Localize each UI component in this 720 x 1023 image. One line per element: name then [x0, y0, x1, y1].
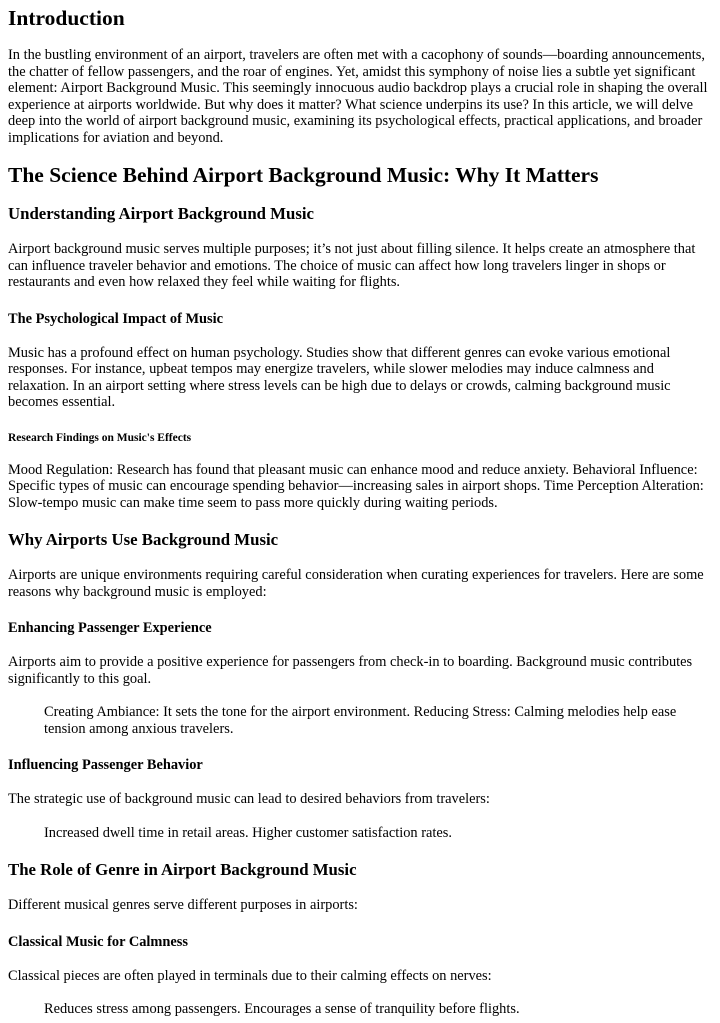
understanding-paragraph: Airport background music serves multiple purposes; it’s not just about filling silence. It helps create an atmosphere that can influence traveler behavior and emotions. The choice of music can affect how long travelers linger in shops or restaurants and even how relaxed they feel while waiting for flights. — [8, 241, 696, 290]
research-heading: Research Findings on Music's Effects — [8, 431, 192, 444]
article — [0, 6, 720, 1018]
understanding-heading: Understanding Airport Background Music — [8, 204, 314, 223]
research-paragraph: Mood Regulation: Research has found that pleasant music can enhance mood and reduce anxiety. Behavioral Influence: Specific types of music can encourage spending behavior—increasing sales in airport shops. Time Perception Alteration: Slow-tempo music can make time seem to pass more quickly during waiting periods. — [8, 461, 704, 511]
genre-heading: The Role of Genre in Airport Background Music — [8, 860, 357, 879]
psychological-paragraph: Music has a profound effect on human psychology. Studies show that different genres can evoke various emotional responses. For instance, upbeat tempos may energize travelers, while slower melodies may induce calmness and relaxation. In an airport setting where stress levels can be high due to delays or crowds, calming background music becomes essential. — [8, 344, 671, 410]
influencing-quote: Increased dwell time in retail areas. Higher customer satisfaction rates. — [44, 824, 452, 841]
why-paragraph: Airports are unique environments requiring careful consideration when curating experiences for travelers. Here are some reasons why background music is employed: — [8, 567, 704, 600]
intro-heading: Introduction — [8, 6, 125, 30]
classical-heading: Classical Music for Calmness — [8, 933, 189, 950]
influencing-heading: Influencing Passenger Behavior — [8, 757, 203, 773]
psychological-heading: The Psychological Impact of Music — [8, 310, 224, 327]
why-heading: Why Airports Use Background Music — [8, 530, 279, 549]
influencing-paragraph: The strategic use of background music can lead to desired behaviors from travelers: — [8, 791, 490, 807]
classical-paragraph: Classical pieces are often played in terminals due to their calming effects on nerves: — [8, 967, 492, 984]
enhancing-heading: Enhancing Passenger Experience — [8, 620, 212, 636]
classical-quote: Reduces stress among passengers. Encourages a sense of tranquility before flights. — [44, 1001, 520, 1017]
intro-paragraph: In the bustling environment of an airport, travelers are often met with a cacophony of sounds—boarding announcements, the chatter of fellow passengers, and the roar of engines. Yet, amidst this symphony of noise lies a subtle yet significant element: Airport Background Music. This seemingly innocuous audio backdrop plays a crucial role in shaping the overall experience at airports worldwide. But why does it matter? What science underpins its use? In this article, we will delve deep into the world of airport background music, examining its psychological effects, practical applications, and broader implications for aviation and beyond. — [8, 47, 708, 146]
genre-paragraph: Different musical genres serve different purposes in airports: — [8, 897, 358, 913]
science-heading: The Science Behind Airport Background Music: Why It Matters — [8, 163, 599, 187]
enhancing-paragraph: Airports aim to provide a positive experience for passengers from check-in to boarding. Background music contributes significantly to this goal. — [8, 654, 693, 687]
enhancing-quote: Creating Ambiance: It sets the tone for the airport environment. Reducing Stress: Calming melodies help ease tension among anxious travelers. — [44, 704, 677, 737]
